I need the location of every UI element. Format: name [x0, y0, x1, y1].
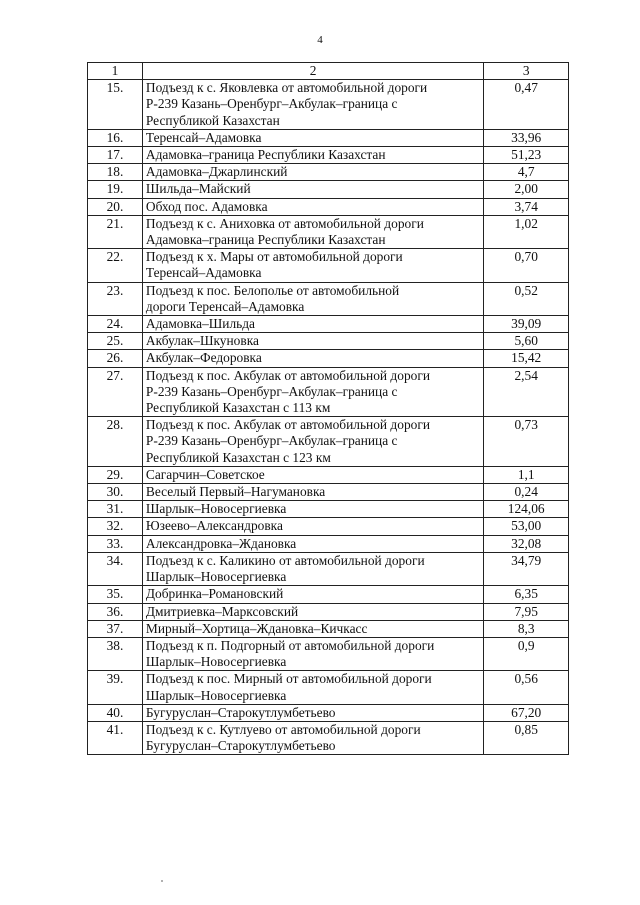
road-name [142, 535, 483, 552]
road-name [142, 80, 483, 130]
row-number: 35. [88, 586, 143, 603]
table-header-row [88, 63, 569, 80]
road-name [142, 466, 483, 483]
table-row [88, 501, 569, 518]
table-row [88, 282, 569, 315]
road-name-line: Шарлык–Новосергиевка [145, 501, 287, 517]
road-name-line: Республикой Казахстан [145, 112, 280, 128]
road-name [142, 367, 483, 417]
road-name-line: Теренсай–Адамовка [145, 129, 262, 145]
row-number: 27. [88, 367, 143, 417]
row-number: 29. [88, 466, 143, 483]
road-name [142, 129, 483, 146]
road-name [142, 501, 483, 518]
road-length: 34,79 [484, 552, 569, 585]
table-row [88, 671, 569, 704]
road-name-line: Подъезд к х. Мары от автомобильной дороги [145, 249, 403, 265]
table-row [88, 181, 569, 198]
road-name-line: Александровка–Ждановка [145, 535, 297, 551]
road-length: 6,35 [484, 586, 569, 603]
road-name [142, 518, 483, 535]
row-number: 16. [88, 129, 143, 146]
row-number: 25. [88, 333, 143, 350]
table-row [88, 620, 569, 637]
road-length: 15,42 [484, 350, 569, 367]
road-name-line: Подъезд к пос. Акбулак от автомобильной дороги [145, 367, 430, 383]
road-name [142, 586, 483, 603]
row-number: 28. [88, 417, 143, 467]
row-number: 18. [88, 164, 143, 181]
row-number: 32. [88, 518, 143, 535]
road-name-line: Подъезд к п. Подгорный от автомобильной дороги [145, 637, 435, 653]
road-length: 0,56 [484, 671, 569, 704]
row-number: 37. [88, 620, 143, 637]
header-col-1: 1 [88, 63, 143, 80]
table-row [88, 215, 569, 248]
road-name-line: Акбулак–Федоровка [145, 350, 262, 366]
header-col-2: 2 [142, 63, 483, 80]
table-row [88, 80, 569, 130]
road-name [142, 249, 483, 282]
road-name [142, 164, 483, 181]
row-number: 21. [88, 215, 143, 248]
row-number: 22. [88, 249, 143, 282]
road-name [142, 181, 483, 198]
road-length: 2,54 [484, 367, 569, 417]
table-row [88, 637, 569, 670]
road-name [142, 721, 483, 754]
road-name-line: Адамовка–Шильда [145, 316, 255, 332]
table-row [88, 249, 569, 282]
road-length: 0,70 [484, 249, 569, 282]
row-number: 36. [88, 603, 143, 620]
road-name-line: Р-239 Казань–Оренбург–Акбулак–граница с [145, 96, 398, 112]
road-length: 0,52 [484, 282, 569, 315]
road-name-line: Республикой Казахстан с 123 км [145, 449, 331, 465]
road-name-line: Подъезд к с. Яковлевка от автомобильной дороги [145, 80, 428, 96]
header-col-3: 3 [484, 63, 569, 80]
table-row [88, 484, 569, 501]
road-length: 2,00 [484, 181, 569, 198]
row-number: 39. [88, 671, 143, 704]
row-number: 19. [88, 181, 143, 198]
road-length: 51,23 [484, 147, 569, 164]
road-name-line: Подъезд к пос. Белополье от автомобильной [145, 282, 400, 298]
row-number: 38. [88, 637, 143, 670]
road-name [142, 282, 483, 315]
road-name [142, 484, 483, 501]
road-name-line: Р-239 Казань–Оренбург–Акбулак–граница с [145, 383, 398, 399]
road-name-line: Бугуруслан–Старокутлумбетьево [145, 704, 336, 720]
road-name-line: Адамовка–Джарлинский [145, 164, 288, 180]
row-number: 31. [88, 501, 143, 518]
road-name [142, 333, 483, 350]
road-name-line: Юзеево–Александровка [145, 518, 283, 534]
road-name [142, 671, 483, 704]
road-length: 4,7 [484, 164, 569, 181]
road-name-line: Шильда–Майский [145, 181, 251, 197]
road-name-line: дороги Теренсай–Адамовка [145, 298, 305, 314]
road-length: 8,3 [484, 620, 569, 637]
table-row [88, 704, 569, 721]
table-row [88, 367, 569, 417]
road-length: 7,95 [484, 603, 569, 620]
road-name [142, 198, 483, 215]
table-row [88, 350, 569, 367]
road-name-line: Подъезд к с. Кутлуево от автомобильной дороги [145, 721, 421, 737]
row-number: 20. [88, 198, 143, 215]
road-length: 124,06 [484, 501, 569, 518]
table-row [88, 198, 569, 215]
table-row [88, 417, 569, 467]
road-name [142, 704, 483, 721]
road-name [142, 147, 483, 164]
page-number: 4 [317, 34, 323, 46]
table-row [88, 552, 569, 585]
table-row [88, 129, 569, 146]
road-name-line: Республикой Казахстан с 113 км [145, 400, 331, 416]
road-name-line: Р-239 Казань–Оренбург–Акбулак–граница с [145, 433, 398, 449]
road-length: 1,02 [484, 215, 569, 248]
road-name-line: Шарлык–Новосергиевка [145, 569, 287, 585]
road-length: 3,74 [484, 198, 569, 215]
road-name [142, 603, 483, 620]
table-row [88, 466, 569, 483]
road-name-line: Адамовка–граница Республики Казахстан [145, 232, 386, 248]
road-length: 0,9 [484, 637, 569, 670]
row-number: 41. [88, 721, 143, 754]
road-length: 39,09 [484, 316, 569, 333]
road-name-line: Дмитриевка–Марксовский [145, 603, 299, 619]
road-name-line: Подъезд к пос. Мирный от автомобильной дороги [145, 671, 432, 687]
road-length: 0,47 [484, 80, 569, 130]
row-number: 30. [88, 484, 143, 501]
road-name-line: Адамовка–граница Республики Казахстан [145, 147, 386, 163]
road-name-line: Мирный–Хортица–Ждановка–Кичкасс [145, 620, 368, 636]
road-name [142, 316, 483, 333]
road-name-line: Веселый Первый–Нагумановка [145, 484, 326, 500]
table-row [88, 164, 569, 181]
scan-artifact-dot [161, 880, 163, 882]
road-name-line: Акбулак–Шкуновка [145, 333, 259, 349]
road-name-line: Подъезд к с. Аниховка от автомобильной дороги [145, 215, 424, 231]
row-number: 34. [88, 552, 143, 585]
road-length: 1,1 [484, 466, 569, 483]
road-length: 0,24 [484, 484, 569, 501]
road-length: 0,85 [484, 721, 569, 754]
road-name-line: Шарлык–Новосергиевка [145, 687, 287, 703]
road-length: 32,08 [484, 535, 569, 552]
table-row [88, 333, 569, 350]
road-name-line: Добринка–Романовский [145, 586, 284, 602]
row-number: 33. [88, 535, 143, 552]
road-name-line: Подъезд к с. Каликино от автомобильной дороги [145, 552, 425, 568]
row-number: 17. [88, 147, 143, 164]
table-row [88, 721, 569, 754]
road-length: 33,96 [484, 129, 569, 146]
road-name [142, 620, 483, 637]
road-name [142, 417, 483, 467]
road-length: 53,00 [484, 518, 569, 535]
road-length: 67,20 [484, 704, 569, 721]
row-number: 15. [88, 80, 143, 130]
table-row [88, 535, 569, 552]
row-number: 23. [88, 282, 143, 315]
table-row [88, 147, 569, 164]
table-row [88, 603, 569, 620]
road-length: 5,60 [484, 333, 569, 350]
row-number: 24. [88, 316, 143, 333]
road-name-line: Обход пос. Адамовка [145, 198, 268, 214]
road-length: 0,73 [484, 417, 569, 467]
road-name [142, 637, 483, 670]
row-number: 26. [88, 350, 143, 367]
roads-table [87, 62, 569, 755]
road-name-line: Шарлык–Новосергиевка [145, 654, 287, 670]
road-name [142, 215, 483, 248]
road-name-line: Подъезд к пос. Акбулак от автомобильной дороги [145, 417, 430, 433]
road-name-line: Теренсай–Адамовка [145, 265, 262, 281]
table-row [88, 316, 569, 333]
row-number: 40. [88, 704, 143, 721]
roads-table-body [88, 63, 569, 755]
table-row [88, 586, 569, 603]
road-name-line: Бугуруслан–Старокутлумбетьево [145, 738, 336, 754]
table-row [88, 518, 569, 535]
road-name-line: Сагарчин–Советское [145, 466, 265, 482]
road-name [142, 552, 483, 585]
road-name [142, 350, 483, 367]
